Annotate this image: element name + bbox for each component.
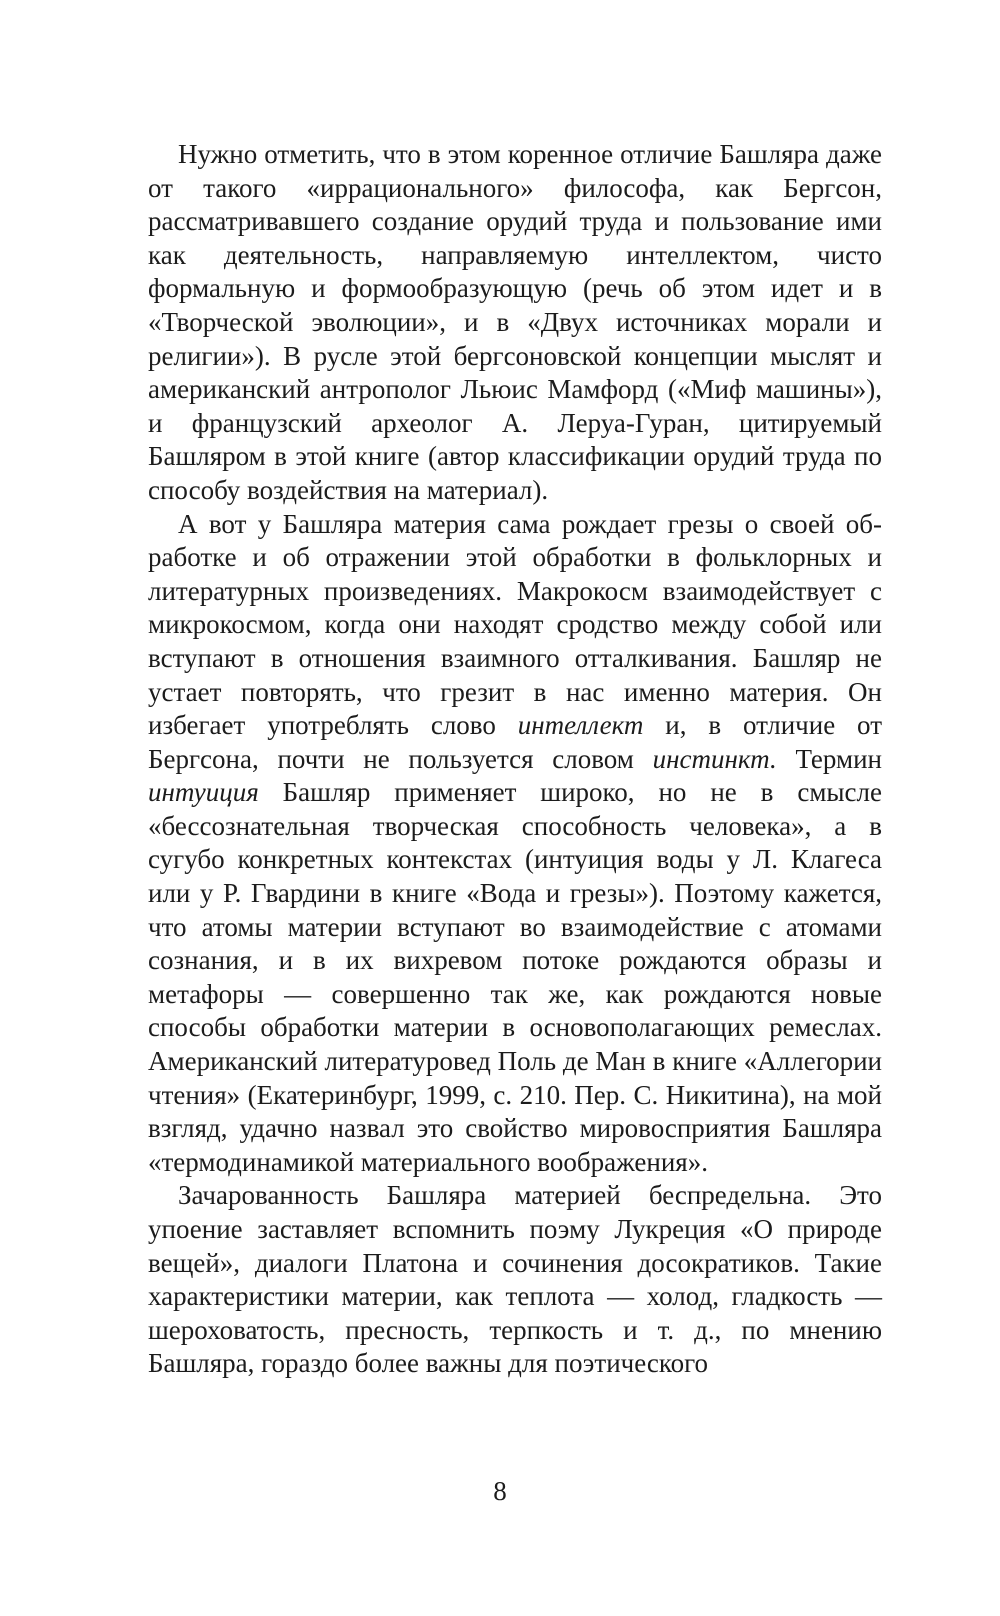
italic-term: интуиция xyxy=(148,777,259,808)
paragraph-3 xyxy=(148,1179,882,1381)
text-run: Нужно отметить, что в этом коренное отличие Башляра даже от такого «иррационального» философа, как Бергсон, рассматривавшего создание орудий труда и пользование ими как деятельность, направляемую интеллектом, чисто формальную и формообразующую (речь об этом идет и в «Творческой эволюции», и в «Двух источниках морали и религии»). В русле этой бергсоновской концепции мыслят и американский антрополог Льюис Мамфорд («Миф машины»), и французский археолог А. Леруа-Гуран, цитируемый Башляром в этой книге (автор классификации орудий труда по способу воздействия на материал). xyxy=(148,139,882,505)
text-run: Башляр применяет широко, но не в смысле «бессознательная творческая способность человека», а в сугубо конкретных контекстах (интуиция воды у Л. Клагеса или у Р. Гвардини в книге «Вода и грезы»). Поэтому кажется, что атомы материи вступают во взаимодействие с атомами сознания, и в их вихревом потоке рождаются образы и метафоры — совершенно так же, как рождаются новые способы обработки материи в основополагающих ремеслах. Американский литературовед Поль де Ман в книге «Аллегории чтения» (Екатеринбург, 1999, с. 210. Пер. С. Никитина), на мой взгляд, удачно назвал это свойство мировосприятия Башляра «термодинамикой материального воображения». xyxy=(148,777,882,1177)
italic-term: интеллект xyxy=(517,710,644,741)
page-number: 8 xyxy=(493,1476,507,1506)
italic-term: инстинкт. xyxy=(652,743,777,774)
text-run: Термин xyxy=(776,743,882,774)
text-run: и, в отличие от Бергсона, почти не пользуется словом xyxy=(148,710,882,774)
body-text xyxy=(148,138,882,1381)
text-run: Зачарованность Башляра материей беспредельна. Это упоение заставляет вспомнить поэму Лукреция «О природе вещей», диалоги Платона и сочинения досократиков. Такие характеристики материи, как теплота — холод, гладкость — шероховатость, пресность, терпкость и т. д., по мнению Башляра, гораздо более важны для поэтического xyxy=(148,1180,882,1379)
text-run: А вот у Башляра материя сама рождает грезы о своей обработке и об отражении этой обработки в фольклорных и литературных произведениях. Макрокосм взаимодействует с микрокосмом, когда они находят сродство между собой или вступают в отношения взаимного отталкивания. Башляр не устает повторять, что грезит в нас именно материя. Он избегает употреблять слово xyxy=(148,508,882,741)
paragraph-1 xyxy=(148,138,882,508)
paragraph-2 xyxy=(148,508,882,1180)
